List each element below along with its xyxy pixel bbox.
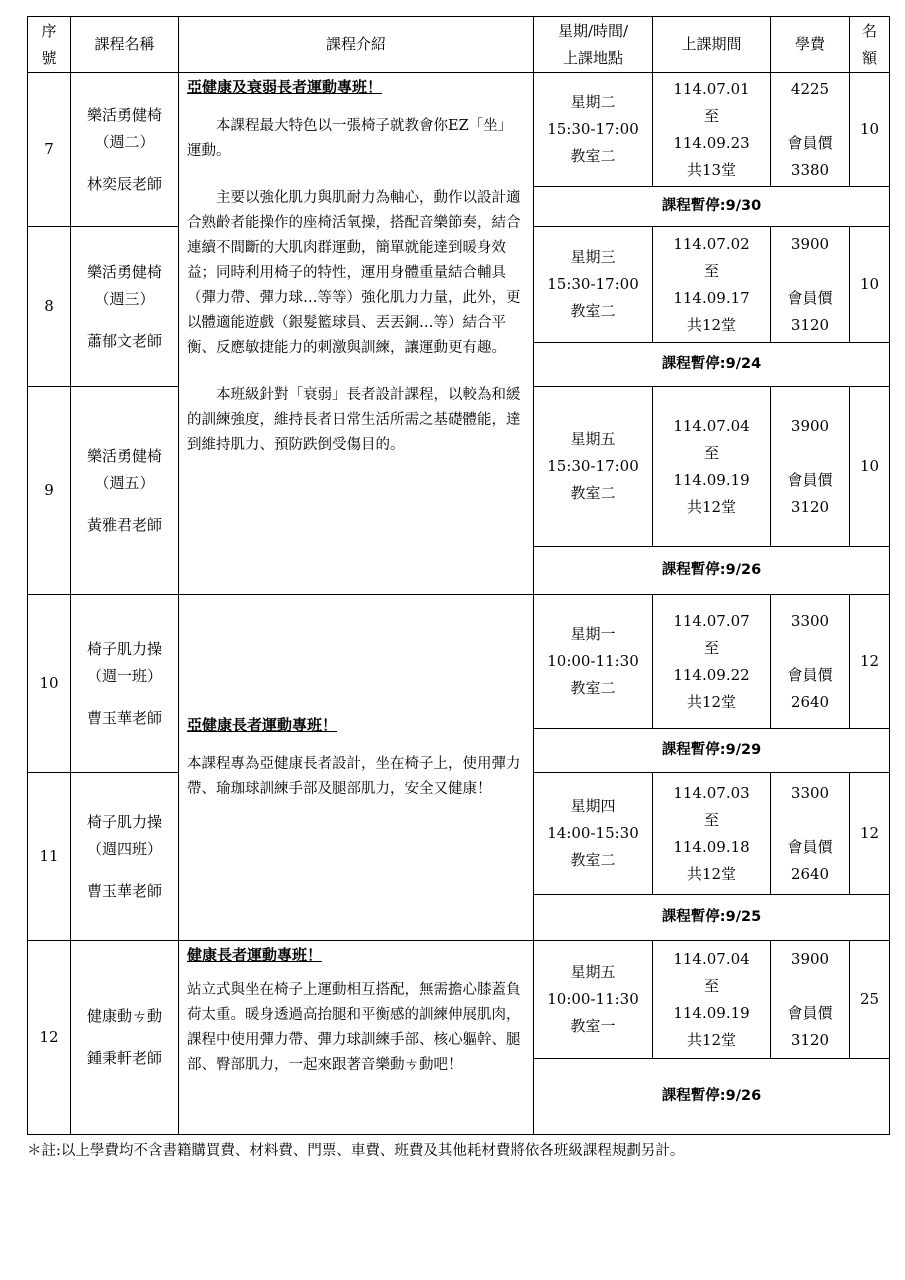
course-table: [27, 16, 890, 1135]
quota: 12: [850, 773, 890, 895]
footnote: ＊註:以上學費均不含書籍購買費、材料費、門票、車費、班費及其他耗材費將依各班級課程規劃另計。: [27, 1143, 685, 1159]
row-no: 11: [28, 773, 71, 941]
period: 114.07.04 至 114.09.19 共12堂: [653, 941, 771, 1059]
course-name: 椅子肌力操 （週一班） 曹玉華老師: [71, 595, 179, 773]
schedule: 星期二 15:30-17:00 教室二: [534, 73, 653, 187]
fee: 3300 會員價 2640: [771, 595, 850, 729]
period: 114.07.04 至 114.09.19 共12堂: [653, 387, 771, 547]
course-name: 樂活勇健椅 （週二） 林奕辰老師: [71, 73, 179, 227]
quota: 10: [850, 387, 890, 547]
period: 114.07.03 至 114.09.18 共12堂: [653, 773, 771, 895]
schedule: 星期一 10:00-11:30 教室二: [534, 595, 653, 729]
col-no: 序 號: [28, 17, 71, 73]
fee: 3900 會員價 3120: [771, 227, 850, 343]
period: 114.07.02 至 114.09.17 共12堂: [653, 227, 771, 343]
table-row: [28, 595, 890, 729]
header-row: [28, 17, 890, 73]
schedule: 星期四 14:00-15:30 教室二: [534, 773, 653, 895]
fee: 4225 會員價 3380: [771, 73, 850, 187]
period: 114.07.07 至 114.09.22 共12堂: [653, 595, 771, 729]
row-no: 10: [28, 595, 71, 773]
schedule: 星期三 15:30-17:00 教室二: [534, 227, 653, 343]
pause-note: 課程暫停:9/25: [534, 895, 890, 941]
row-no: 12: [28, 941, 71, 1135]
table-row: [28, 941, 890, 1059]
col-quota: 名 額: [850, 17, 890, 73]
pause-note: 課程暫停:9/26: [534, 547, 890, 595]
col-when: 星期/時間/ 上課地點: [534, 17, 653, 73]
pause-note: 課程暫停:9/29: [534, 729, 890, 773]
quota: 12: [850, 595, 890, 729]
course-name: 健康動ㄘ動 鍾秉軒老師: [71, 941, 179, 1135]
schedule: 星期五 15:30-17:00 教室二: [534, 387, 653, 547]
col-period: 上課期間: [653, 17, 771, 73]
course-description: 亞健康及衰弱長者運動專班！ 本課程最大特色以一張椅子就教會你EZ「坐」運動。 主要以強化肌力與肌耐力為軸心，動作以設計適合熟齡者能操作的座椅活氧操，搭配音樂節奏，結合連續不間斷的大肌肉群運動，簡單就能達到暖身效益；同時利用椅子的特性，運用身體重量結合輔具（彈力帶、彈力球…等等）強化肌力力量，此外，更以體適能遊戲（銀髮籃球員、丟丟銅…等）結合平衡、反應敏捷能力的刺激與訓練，讓運動更有趣。 本班級針對「衰弱」長者設計課程，以較為和緩的訓練強度，維持長者日常生活所需之基礎體能，達到維持肌力、預防跌倒受傷目的。: [179, 73, 534, 595]
quota: 10: [850, 227, 890, 343]
row-no: 8: [28, 227, 71, 387]
quota: 25: [850, 941, 890, 1059]
row-no: 9: [28, 387, 71, 595]
quota: 10: [850, 73, 890, 187]
course-description: 亞健康長者運動專班！ 本課程專為亞健康長者設計，坐在椅子上，使用彈力帶、瑜珈球訓練手部及腿部肌力，安全又健康！: [179, 595, 534, 941]
course-name: 樂活勇健椅 （週五） 黃雅君老師: [71, 387, 179, 595]
course-description: 健康長者運動專班！ 站立式與坐在椅子上運動相互搭配，無需擔心膝蓋負荷太重。暖身透過高抬腿和平衡感的訓練伸展肌肉，課程中使用彈力帶、彈力球訓練手部、核心軀幹、腿部、臀部肌力，一起來跟著音樂動ㄘ動吧！: [179, 941, 534, 1135]
table-row: [28, 73, 890, 187]
course-name: 樂活勇健椅 （週三） 蕭郁文老師: [71, 227, 179, 387]
fee: 3900 會員價 3120: [771, 387, 850, 547]
row-no: 7: [28, 73, 71, 227]
pause-note: 課程暫停:9/30: [534, 187, 890, 227]
col-fee: 學費: [771, 17, 850, 73]
col-intro: 課程介紹: [179, 17, 534, 73]
schedule: 星期五 10:00-11:30 教室一: [534, 941, 653, 1059]
fee: 3300 會員價 2640: [771, 773, 850, 895]
course-name: 椅子肌力操 （週四班） 曹玉華老師: [71, 773, 179, 941]
pause-note: 課程暫停:9/24: [534, 343, 890, 387]
col-name: 課程名稱: [71, 17, 179, 73]
period: 114.07.01 至 114.09.23 共13堂: [653, 73, 771, 187]
pause-note: 課程暫停:9/26: [534, 1059, 890, 1135]
fee: 3900 會員價 3120: [771, 941, 850, 1059]
